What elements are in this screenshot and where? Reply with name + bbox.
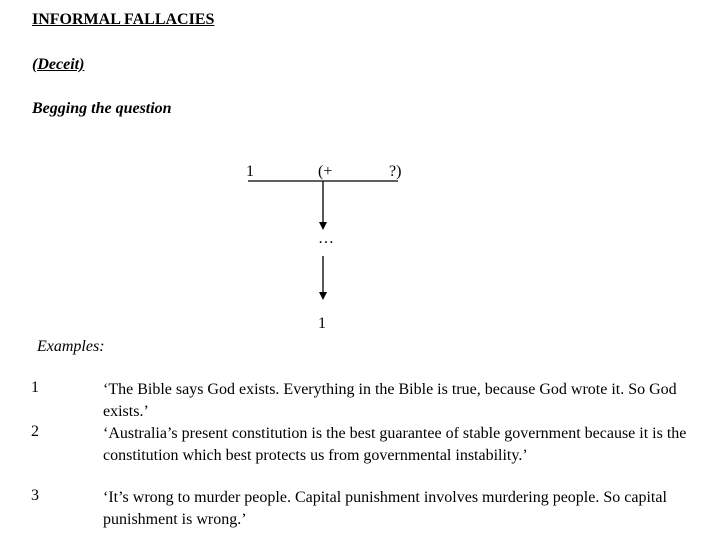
premise-number: 1 xyxy=(246,163,254,180)
example-number: 1 xyxy=(31,379,39,396)
premise-question: ?) xyxy=(389,163,402,180)
page-title: INFORMAL FALLACIES xyxy=(32,11,215,28)
therefore-symbol: … xyxy=(318,230,334,247)
example-text: ‘Australia’s present constitution is the best guarantee of stable government because it is the constitution which best protects us from governmental instability.’ xyxy=(103,425,687,464)
example-number: 3 xyxy=(31,487,39,504)
lower-arrow-head xyxy=(319,292,327,300)
section-heading: Begging the question xyxy=(32,100,172,117)
example-number: 2 xyxy=(31,423,39,440)
upper-arrow-head xyxy=(319,222,327,230)
premise-open-paren: (+ xyxy=(318,163,333,180)
example-text: ‘It’s wrong to murder people. Capital punishment involves murdering people. So capital punishment is wrong.’ xyxy=(103,489,667,528)
example-text: ‘The Bible says God exists. Everything in the Bible is true, because God wrote it. So God exists.’ xyxy=(103,381,677,420)
conclusion-number: 1 xyxy=(318,315,326,332)
examples-label: Examples: xyxy=(37,338,105,355)
subtitle: (Deceit) xyxy=(32,56,85,73)
